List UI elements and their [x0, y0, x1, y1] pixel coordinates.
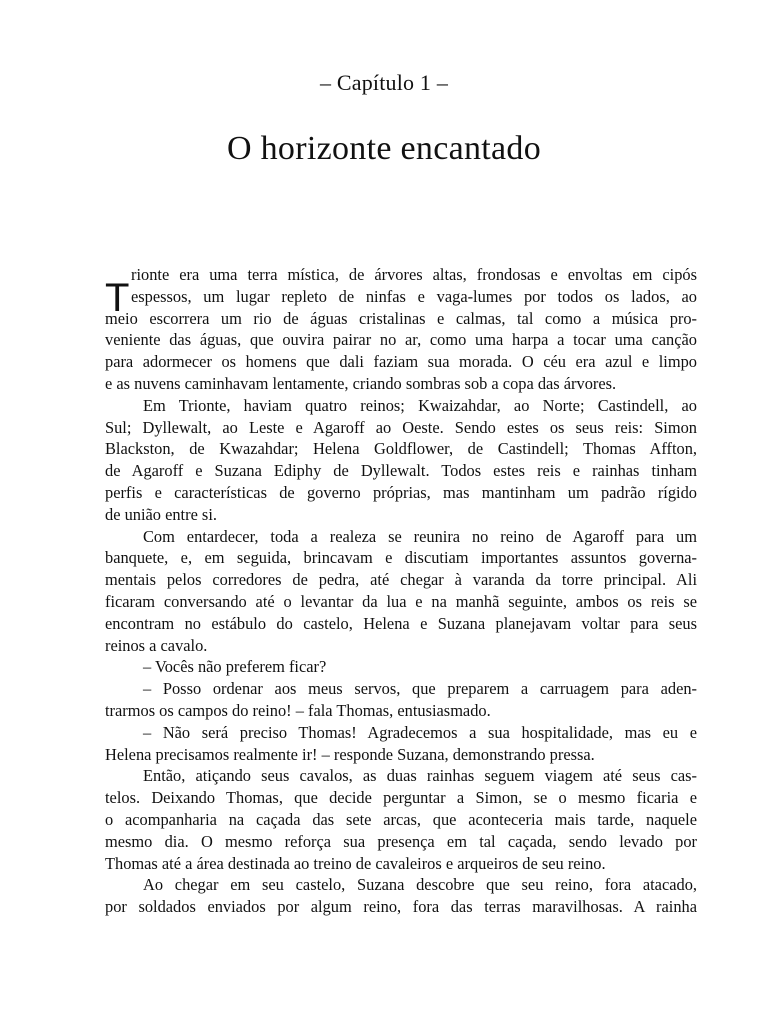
text-line: mentais pelos corredores de pedra, até chegar à varanda da torre principal. Ali	[105, 570, 697, 590]
text-line: Helena precisamos realmente ir! – responde Suzana, demonstrando pressa.	[105, 744, 595, 764]
text-line: mesmo dia. O mesmo reforça sua presença em tal caçada, sendo levado por	[105, 831, 697, 851]
text-line: de Agaroff e Suzana Ediphy de Dyllewalt. Todos estes reis e rainhas tinham	[105, 461, 697, 481]
text-line: rionte era uma terra mística, de árvores altas, frondosas e envoltas em cipós	[131, 265, 697, 284]
dialogue-line: – Posso ordenar aos meus servos, que preparem a carruagem para aden-	[143, 679, 697, 699]
chapter-title: O horizonte encantado	[226, 130, 542, 167]
text-line: o acompanharia na caçada das sete arcas, que aconteceria mais tarde, naquele	[105, 809, 697, 829]
dialogue-line: – Vocês não preferem ficar?	[143, 657, 327, 677]
chapter-label: – Capítulo 1 –	[319, 70, 449, 95]
text-line: Blackston, de Kwazahdar; Helena Goldflower, de Castindell; Thomas Affton,	[105, 439, 697, 459]
text-line: encontram no estábulo do castelo, Helena e Suzana planejavam voltar para seus	[105, 613, 697, 633]
text-line: reinos a cavalo.	[105, 635, 208, 655]
text-line: ficaram conversando até o levantar da lua e na manhã seguinte, ambos os reis se	[105, 591, 697, 611]
text-line: Então, atiçando seus cavalos, as duas rainhas seguem viagem até seus cas-	[143, 766, 697, 786]
text-line: meio escorrera um rio de águas cristalinas e calmas, tal como a música pro-	[105, 308, 697, 328]
text-line: perfis e características de governo próprias, mas mantinham um padrão rígido	[105, 482, 697, 502]
text-line: Ao chegar em seu castelo, Suzana descobre que seu reino, fora atacado,	[143, 875, 697, 895]
text-line: Thomas até a área destinada ao treino de cavaleiros e arqueiros de seu reino.	[105, 853, 606, 873]
text-line: Sul; Dyllewalt, ao Leste e Agaroff ao Oeste. Sendo estes os seus reis: Simon	[105, 417, 697, 437]
text-line: veniente das águas, que ouvira pairar no ar, como uma harpa a tocar uma canção	[105, 330, 697, 350]
text-line: Em Trionte, haviam quatro reinos; Kwaizahdar, ao Norte; Castindell, ao	[143, 395, 697, 415]
text-line: Com entardecer, toda a realeza se reunira no reino de Agaroff para um	[143, 526, 697, 546]
text-line: espessos, um lugar repleto de ninfas e vaga-lumes por todos os lados, ao	[131, 286, 697, 306]
text-line: de união entre si.	[105, 504, 217, 524]
text-line: telos. Deixando Thomas, que decide perguntar a Simon, se o mesmo ficaria e	[105, 788, 697, 808]
text-line: e as nuvens caminhavam lentamente, criando sombras sob a copa das árvores.	[105, 373, 617, 393]
text-line: para adormecer os homens que dali faziam sua morada. O céu era azul e limpo	[105, 352, 697, 372]
chapter-body	[105, 264, 697, 918]
text-line: banquete, e, em seguida, brincavam e discutiam importantes assuntos governa-	[105, 548, 697, 568]
dialogue-line: – Não será preciso Thomas! Agradecemos a sua hospitalidade, mas eu e	[143, 722, 697, 742]
text-line: trarmos os campos do reino! – fala Thomas, entusiasmado.	[105, 700, 491, 720]
drop-cap: T	[105, 276, 130, 320]
text-line: por soldados enviados por algum reino, fora das terras maravilhosas. A rainha	[105, 897, 697, 917]
